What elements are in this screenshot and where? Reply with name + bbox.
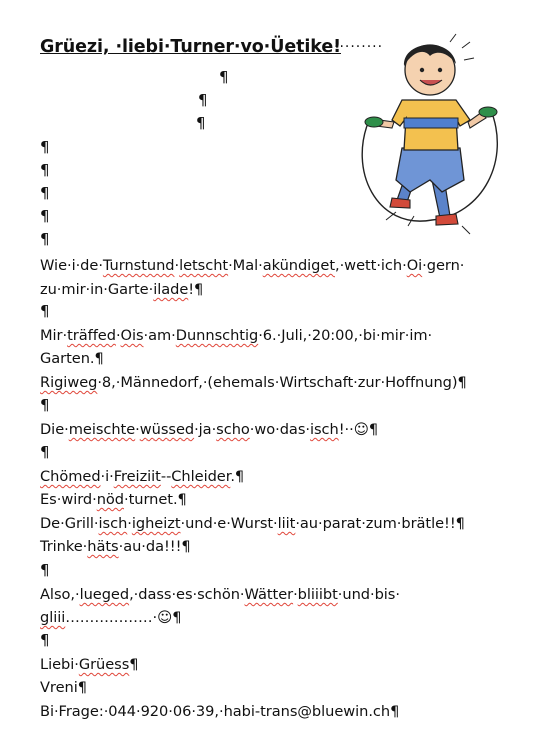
text-line: Rigiweg·8,·Männedorf,·(ehemals·Wirtschaft·zur·Hoffnung)¶ (40, 374, 467, 391)
pilcrow-mark: ¶ (40, 230, 50, 248)
pilcrow-mark: ¶ (40, 161, 50, 179)
text-line: Chömed·i·Freiziit--Chleider.¶ (40, 468, 245, 485)
pilcrow-mark: ¶ (40, 138, 50, 156)
pilcrow-mark: ¶ (219, 68, 229, 86)
title-trailing-dots: ········· (334, 39, 384, 55)
pilcrow-mark: ¶ (40, 396, 50, 414)
text-line: Wie·i·de·Turnstund·letscht·Mal·akündiget,·wett·ich·Oi·gern· (40, 257, 465, 274)
pilcrow-mark: ¶ (40, 302, 50, 320)
document-title: Grüezi, ·liebi·Turner·vo·Üetike! (40, 37, 341, 57)
text-line: Also,·lueged,·dass·es·schön·Wätter·bliiibt·und·bis· (40, 586, 400, 603)
text-line: Bi·Frage:·044·920·06·39,·habi-trans@bluewin.ch¶ (40, 703, 400, 720)
text-line: Es·wird·nöd·turnet.¶ (40, 491, 187, 508)
text-line: zu·mir·in·Garte·ilade!¶ (40, 281, 204, 298)
text-line: De·Grill·isch·igheizt·und·e·Wurst·liit·au·parat·zum·brätle!!¶ (40, 515, 465, 532)
text-line: Garten.¶ (40, 350, 104, 367)
text-line: Die·meischte·wüssed·ja·scho·wo·das·isch!··☺¶ (40, 421, 379, 438)
pilcrow-mark: ¶ (196, 114, 206, 132)
text-line: Vreni¶ (40, 679, 87, 696)
text-line: gliii………………·☺¶ (40, 609, 182, 626)
pilcrow-mark: ¶ (40, 561, 50, 579)
jump-rope-kid-illustration (352, 30, 512, 240)
pilcrow-mark: ¶ (40, 443, 50, 461)
text-line: Mir·träffed·Ois·am·Dunnschtig·6.·Juli,·20:00,·bi·mir·im· (40, 327, 433, 344)
text-line: Liebi·Grüess¶ (40, 656, 139, 673)
text-line: Trinke·häts·au·da!!!¶ (40, 538, 191, 555)
pilcrow-mark: ¶ (198, 91, 208, 109)
pilcrow-mark: ¶ (40, 184, 50, 202)
pilcrow-mark: ¶ (40, 631, 50, 649)
pilcrow-mark: ¶ (40, 207, 50, 225)
